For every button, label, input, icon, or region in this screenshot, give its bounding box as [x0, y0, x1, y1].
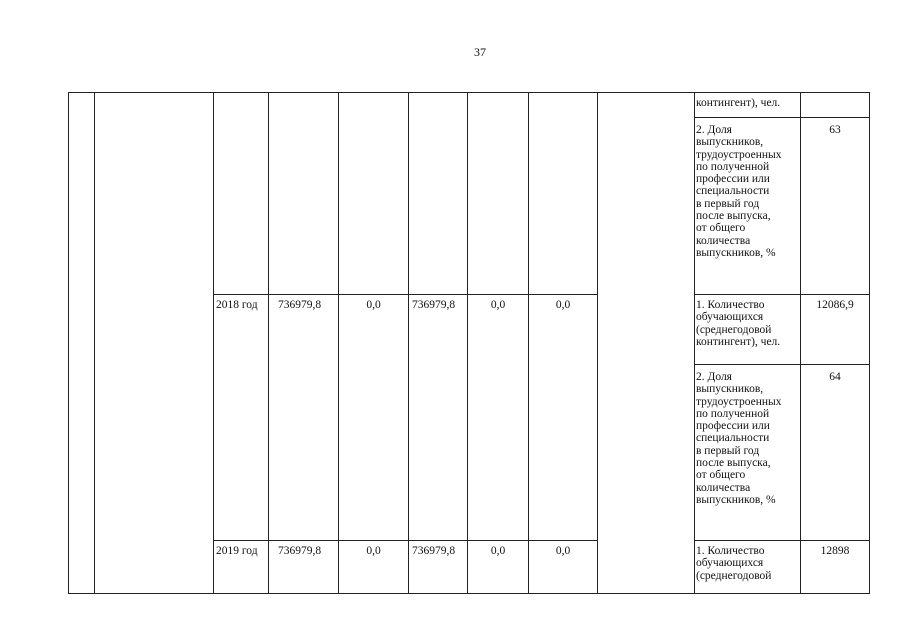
other-value: 0,0 — [555, 299, 571, 311]
year-cell — [213, 294, 269, 541]
regional-value: 736979,8 — [412, 545, 456, 557]
federal-value: 0,0 — [366, 299, 381, 311]
total-value: 736979,8 — [278, 299, 322, 311]
column-number — [68, 92, 95, 594]
regional-value: 736979,8 — [412, 299, 456, 311]
indicator-value: 12086,9 — [816, 299, 854, 311]
indicator-value: 64 — [829, 371, 841, 383]
regional-cell — [408, 294, 468, 541]
local-cell — [467, 92, 529, 295]
column-responsible — [597, 92, 695, 594]
local-value: 0,0 — [490, 545, 506, 557]
column-name — [94, 92, 214, 594]
federal-value: 0,0 — [366, 545, 381, 557]
regional-cell — [408, 92, 468, 295]
total-cell — [268, 294, 339, 541]
budget-table — [68, 92, 870, 594]
indicator-value: 63 — [829, 124, 841, 136]
indicator-value-cell — [800, 92, 870, 118]
local-value: 0,0 — [490, 299, 506, 311]
year-label: 2019 год — [216, 545, 258, 557]
other-cell — [528, 92, 598, 295]
other-value: 0,0 — [555, 545, 571, 557]
indicator-label: 2. Доля выпускников, трудоустроенных по полученной профессии или специальности в первый год после выпуска, от общего количества выпускников, % — [696, 371, 782, 506]
total-value: 736979,8 — [278, 545, 322, 557]
year-label: 2018 год — [216, 299, 258, 311]
indicator-label: 1. Количество обучающихся (среднегодовой контингент), чел. — [696, 299, 781, 348]
local-cell — [467, 294, 529, 541]
federal-cell — [338, 294, 409, 541]
indicator-value-cell — [800, 364, 870, 541]
other-cell — [528, 294, 598, 541]
indicator-label: контингент), чел. — [696, 97, 781, 109]
federal-cell — [338, 92, 409, 295]
indicator-value: 12898 — [820, 545, 850, 557]
indicator-value-cell — [800, 117, 870, 295]
year-cell — [213, 92, 269, 295]
total-cell — [268, 92, 339, 295]
indicator-label: 2. Доля выпускников, трудоустроенных по полученной профессии или специальности в первый год после выпуска, от общего количества выпускников, % — [696, 124, 782, 259]
indicator-label: 1. Количество обучающихся (среднегодовой — [696, 545, 772, 582]
page-number: 37 — [474, 45, 486, 59]
